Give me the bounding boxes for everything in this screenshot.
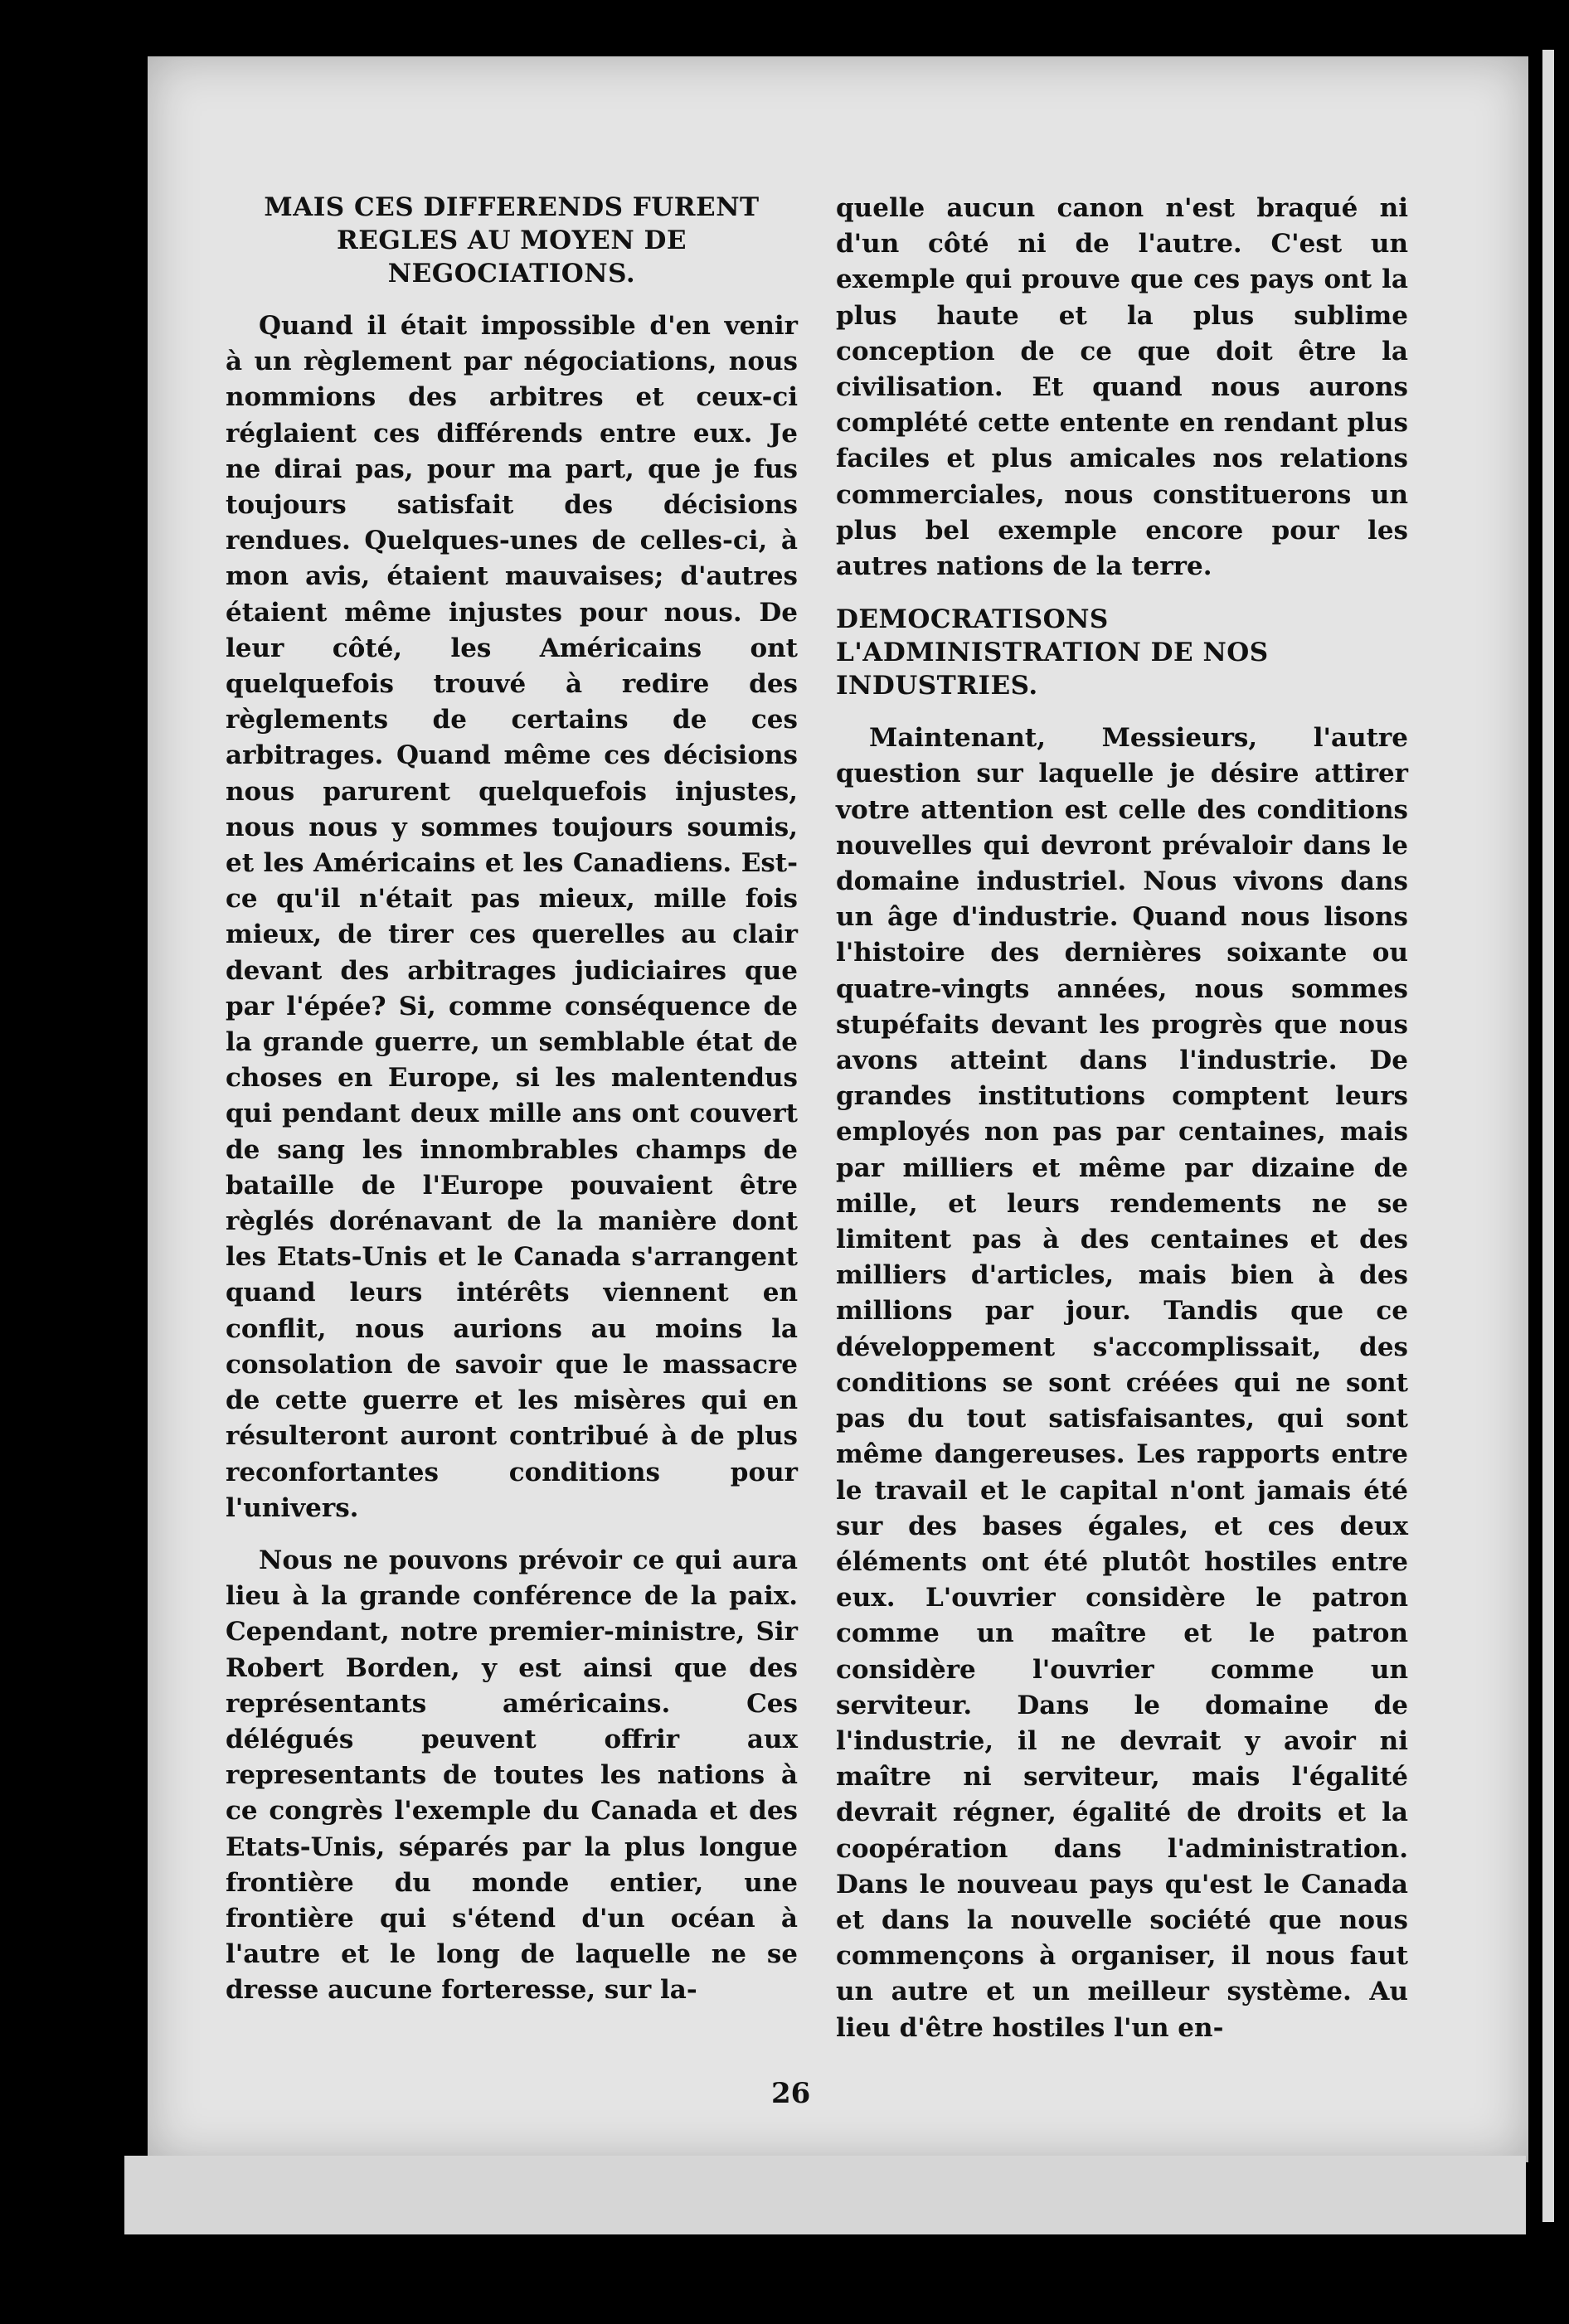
right-column: [836, 191, 1408, 2046]
next-page-edge: [1542, 50, 1554, 2222]
page-number: 26: [771, 2077, 811, 2110]
section-heading-differends: MAIS CES DIFFERENDS FURENT REGLES AU MOYEN DE NEGOCIATIONS.: [264, 192, 760, 289]
left-column: [226, 191, 798, 2009]
paragraph-conference-paix: Nous ne pouvons prévoir ce qui aura lieu à la grande conférence de la paix. Cependant, notre premier-ministre, Sir Robert Borden, y est ainsi que des représentants américains. Ces délégués peuvent offrir aux representants de toutes les nations à ce congrès l'exemple du Canada et des Etats-Unis, séparés par la plus longue frontière du monde entier, une frontière qui s'étend d'un océan à l'autre et le long de laquelle ne se dresse aucune forteresse, sur la-: [226, 1545, 798, 2006]
page-bottom-edge: [124, 2156, 1526, 2234]
paragraph-arbitrages: Quand il était impossible d'en venir à un règlement par négociations, nous nommions des arbitres et ceux-ci réglaient ces différends entre eux. Je ne dirai pas, pour ma part, que je fus toujours satisfait des décisions rendues. Quelques-unes de celles-ci, à mon avis, étaient mauvaises; d'autres étaient même injustes pour nous. De leur côté, les Américains ont quelquefois trouvé à redire des règlements de certains de ces arbitrages. Quand même ces décisions nous parurent quelquefois injustes, nous nous y sommes toujours soumis, et les Américains et les Canadiens. Est-ce qu'il n'était pas mieux, mille fois mieux, de tirer ces querelles au clair devant des arbitrages judiciaires que par l'épée? Si, comme conséquence de la grande guerre, un semblable état de choses en Europe, si les malentendus qui pendant deux mille ans ont couvert de sang les innombrables champs de bataille de l'Europe pouvaient être règlés dorénavant de la manière dont les Etats-Unis et le Canada s'arrangent quand leurs intérêts viennent en conflit, nous aurions au moins la consolation de savoir que le massacre de cette guerre et les misères qui en résulteront auront contribué à de plus reconfortantes conditions pour l'univers.: [226, 311, 798, 1523]
section-heading-democratisons: DEMOCRATISONS L'ADMINISTRATION DE NOS INDUSTRIES.: [836, 604, 1269, 701]
paragraph-industrie: Maintenant, Messieurs, l'autre question sur laquelle je désire attirer votre attention est celle des conditions nouvelles qui devront prévaloir dans le domaine industriel. Nous vivons dans un âge d'industrie. Quand nous lisons l'histoire des dernières soixante ou quatre-vingts années, nous sommes stupéfaits devant les progrès que nous avons atteint dans l'industrie. De grandes institutions comptent leurs employés non pas par centaines, mais par milliers et même par dizaine de mille, et leurs rendements ne se limitent pas à des centaines et des milliers d'articles, mais bien à des millions par jour. Tandis que ce développement s'accomplissait, des conditions se sont créées qui ne sont pas du tout satisfaisantes, qui sont même dangereuses. Les rapports entre le travail et le capital n'ont jamais été sur des bases égales, et ces deux éléments ont été plutôt hostiles entre eux. L'ouvrier considère le patron comme un maître et le patron considère l'ouvrier comme un serviteur. Dans le domaine de l'industrie, il ne devrait y avoir ni maître ni serviteur, mais l'égalité devrait régner, égalité de droits et la coopération dans l'administration. Dans le nouveau pays qu'est le Canada et dans la nouvelle société que nous commençons à organiser, il nous faut un autre et un meilleur système. Au lieu d'être hostiles l'un en-: [836, 723, 1408, 2043]
paragraph-continuation: quelle aucun canon n'est braqué ni d'un côté ni de l'autre. C'est un exemple qui prouve que ces pays ont la plus haute et la plus sublime conception de ce que doit être la civilisation. Et quand nous aurons complété cette entente en rendant plus faciles et plus amicales nos relations commerciales, nous constituerons un plus bel exemple encore pour les autres nations de la terre.: [836, 193, 1408, 582]
